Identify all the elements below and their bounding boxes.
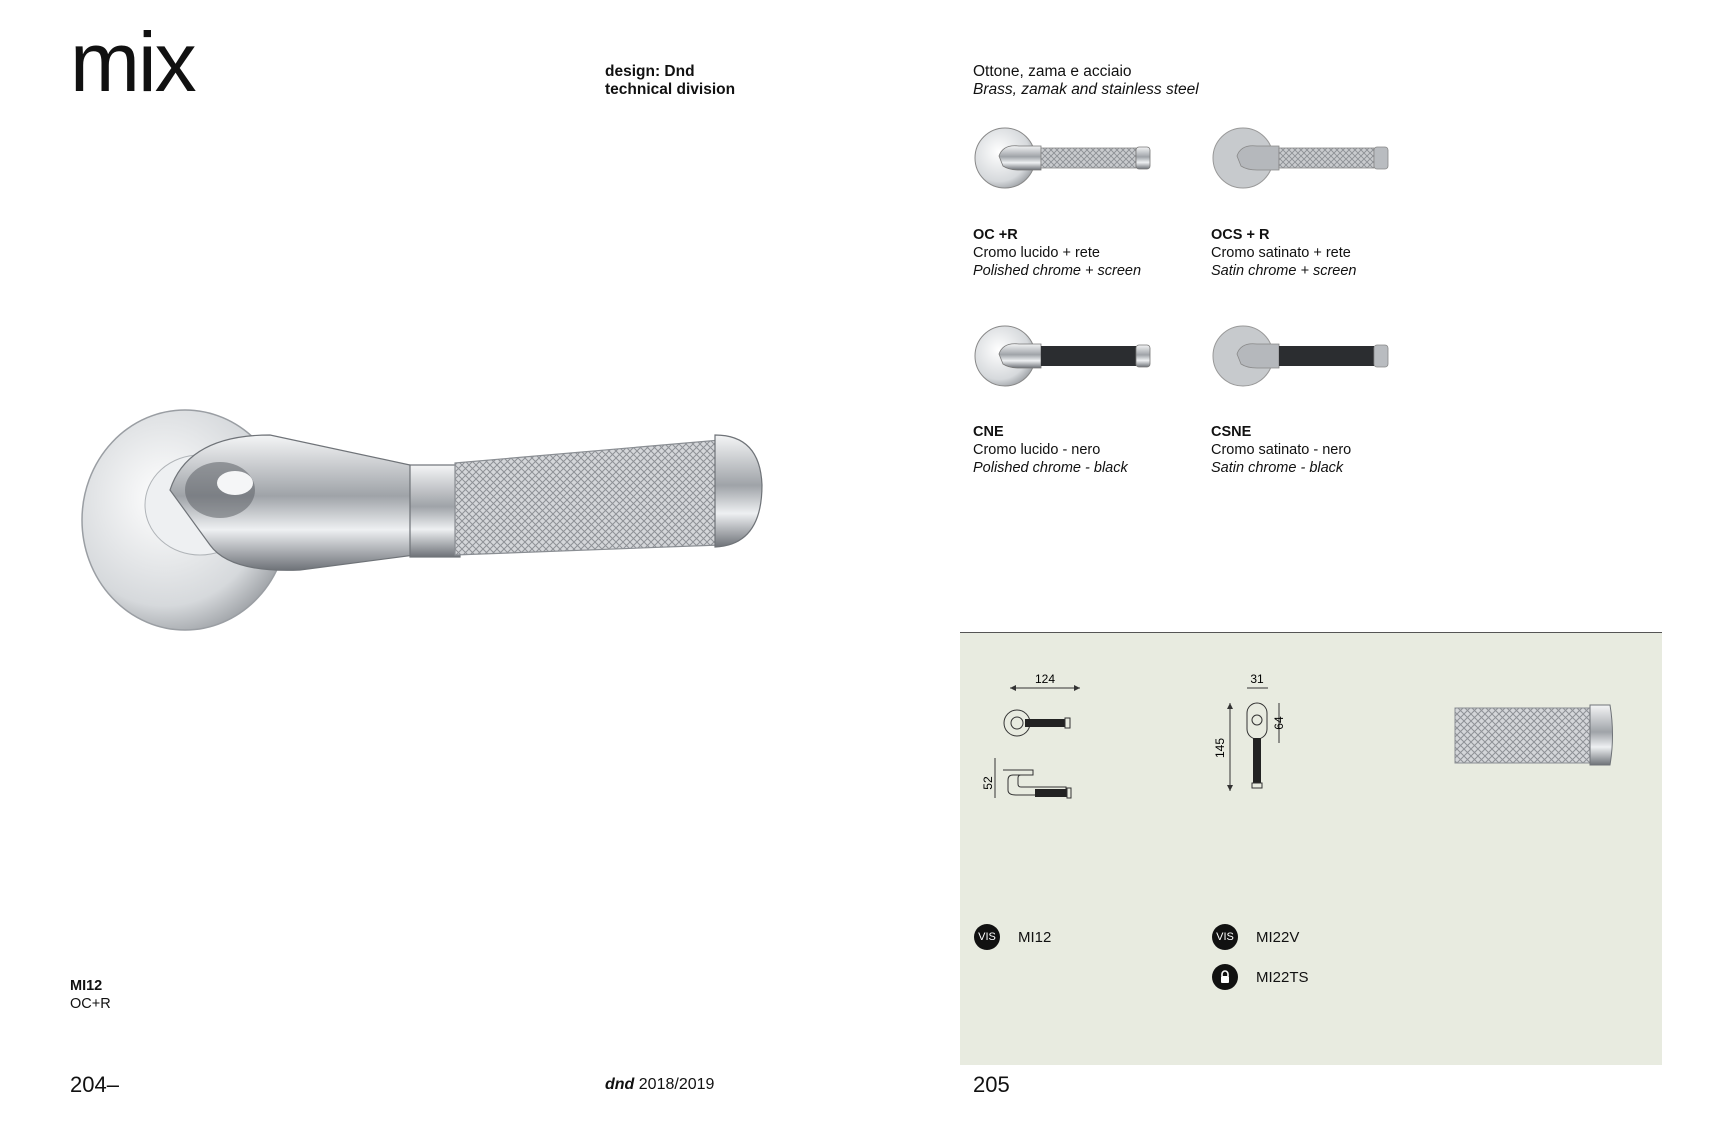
- page-number-right: 205: [973, 1072, 1010, 1097]
- dim-escutcheon-height: 64: [1272, 716, 1286, 730]
- variant-name-italian: Cromo lucido + rete: [973, 245, 1100, 261]
- variant-name-english: Polished chrome - black: [973, 460, 1128, 476]
- designer-line-1: design: Dnd: [605, 63, 695, 80]
- code-label: MI22TS: [1256, 968, 1309, 986]
- product-code: [70, 977, 111, 1013]
- brand-name: dnd: [605, 1076, 635, 1093]
- designer-credit: [605, 63, 735, 99]
- variant-code: OC +R: [973, 227, 1018, 243]
- variant-caption-ocs-r: [1211, 226, 1356, 280]
- page-title: mix: [70, 15, 195, 109]
- variant-code: CNE: [973, 424, 1004, 440]
- technical-drawing-escutcheon: [1205, 668, 1315, 818]
- variant-name-english: Satin chrome - black: [1211, 460, 1344, 476]
- variant-name-italian: Cromo lucido - nero: [973, 442, 1101, 458]
- variant-caption-csne: [1211, 423, 1351, 477]
- variant-thumb-ocs-r: [1211, 120, 1401, 195]
- dim-width: 124: [1034, 672, 1056, 686]
- vis-badge-icon: VIS: [1212, 924, 1238, 950]
- variant-caption-oc-r: [973, 226, 1141, 280]
- material-italian: Ottone, zama e acciaio: [973, 63, 1132, 80]
- variant-code: OCS + R: [1211, 227, 1270, 243]
- hero-handle-image: [70, 395, 770, 645]
- variant-thumb-cne: [973, 318, 1163, 393]
- variant-caption-cne: [973, 423, 1128, 477]
- variant-code: CSNE: [1211, 424, 1252, 440]
- variant-name-english: Polished chrome + screen: [973, 263, 1142, 279]
- variant-thumb-oc-r: [973, 120, 1163, 195]
- catalog-year: 2018/2019: [638, 1076, 715, 1093]
- vis-badge-icon: VIS: [974, 924, 1000, 950]
- variant-name-italian: Cromo satinato - nero: [1211, 442, 1352, 458]
- code-row-mi12: [974, 924, 1051, 950]
- page-number-left: 204–: [70, 1072, 119, 1097]
- variant-thumb-csne: [1211, 318, 1401, 393]
- code-label: MI12: [1018, 928, 1052, 946]
- variant-name-english: Satin chrome + screen: [1211, 263, 1357, 279]
- dim-projection: 52: [981, 776, 995, 790]
- material-description: [973, 63, 1199, 99]
- dim-escutcheon-width: 31: [1250, 672, 1264, 686]
- handle-satin-knurled-icon: [1211, 120, 1401, 190]
- variant-name-italian: Cromo satinato + rete: [1211, 245, 1351, 261]
- padlock-icon: [1212, 964, 1238, 990]
- designer-line-2: technical division: [605, 81, 736, 98]
- code-row-mi22v: [1212, 924, 1299, 950]
- handle-polished-black-icon: [973, 318, 1163, 388]
- technical-drawing-front: [975, 668, 1095, 818]
- dim-height: 145: [1213, 737, 1227, 759]
- handle-polished-knurled-icon: [973, 120, 1163, 190]
- code-label: MI22V: [1256, 928, 1300, 946]
- product-model: MI12: [70, 978, 103, 994]
- handle-satin-black-icon: [1211, 318, 1401, 388]
- catalog-footer: [605, 1076, 714, 1094]
- material-english: Brass, zamak and stainless steel: [973, 81, 1199, 98]
- code-row-mi22ts: [1212, 964, 1309, 990]
- grip-detail-image: [1450, 700, 1620, 770]
- product-finish: OC+R: [70, 996, 111, 1012]
